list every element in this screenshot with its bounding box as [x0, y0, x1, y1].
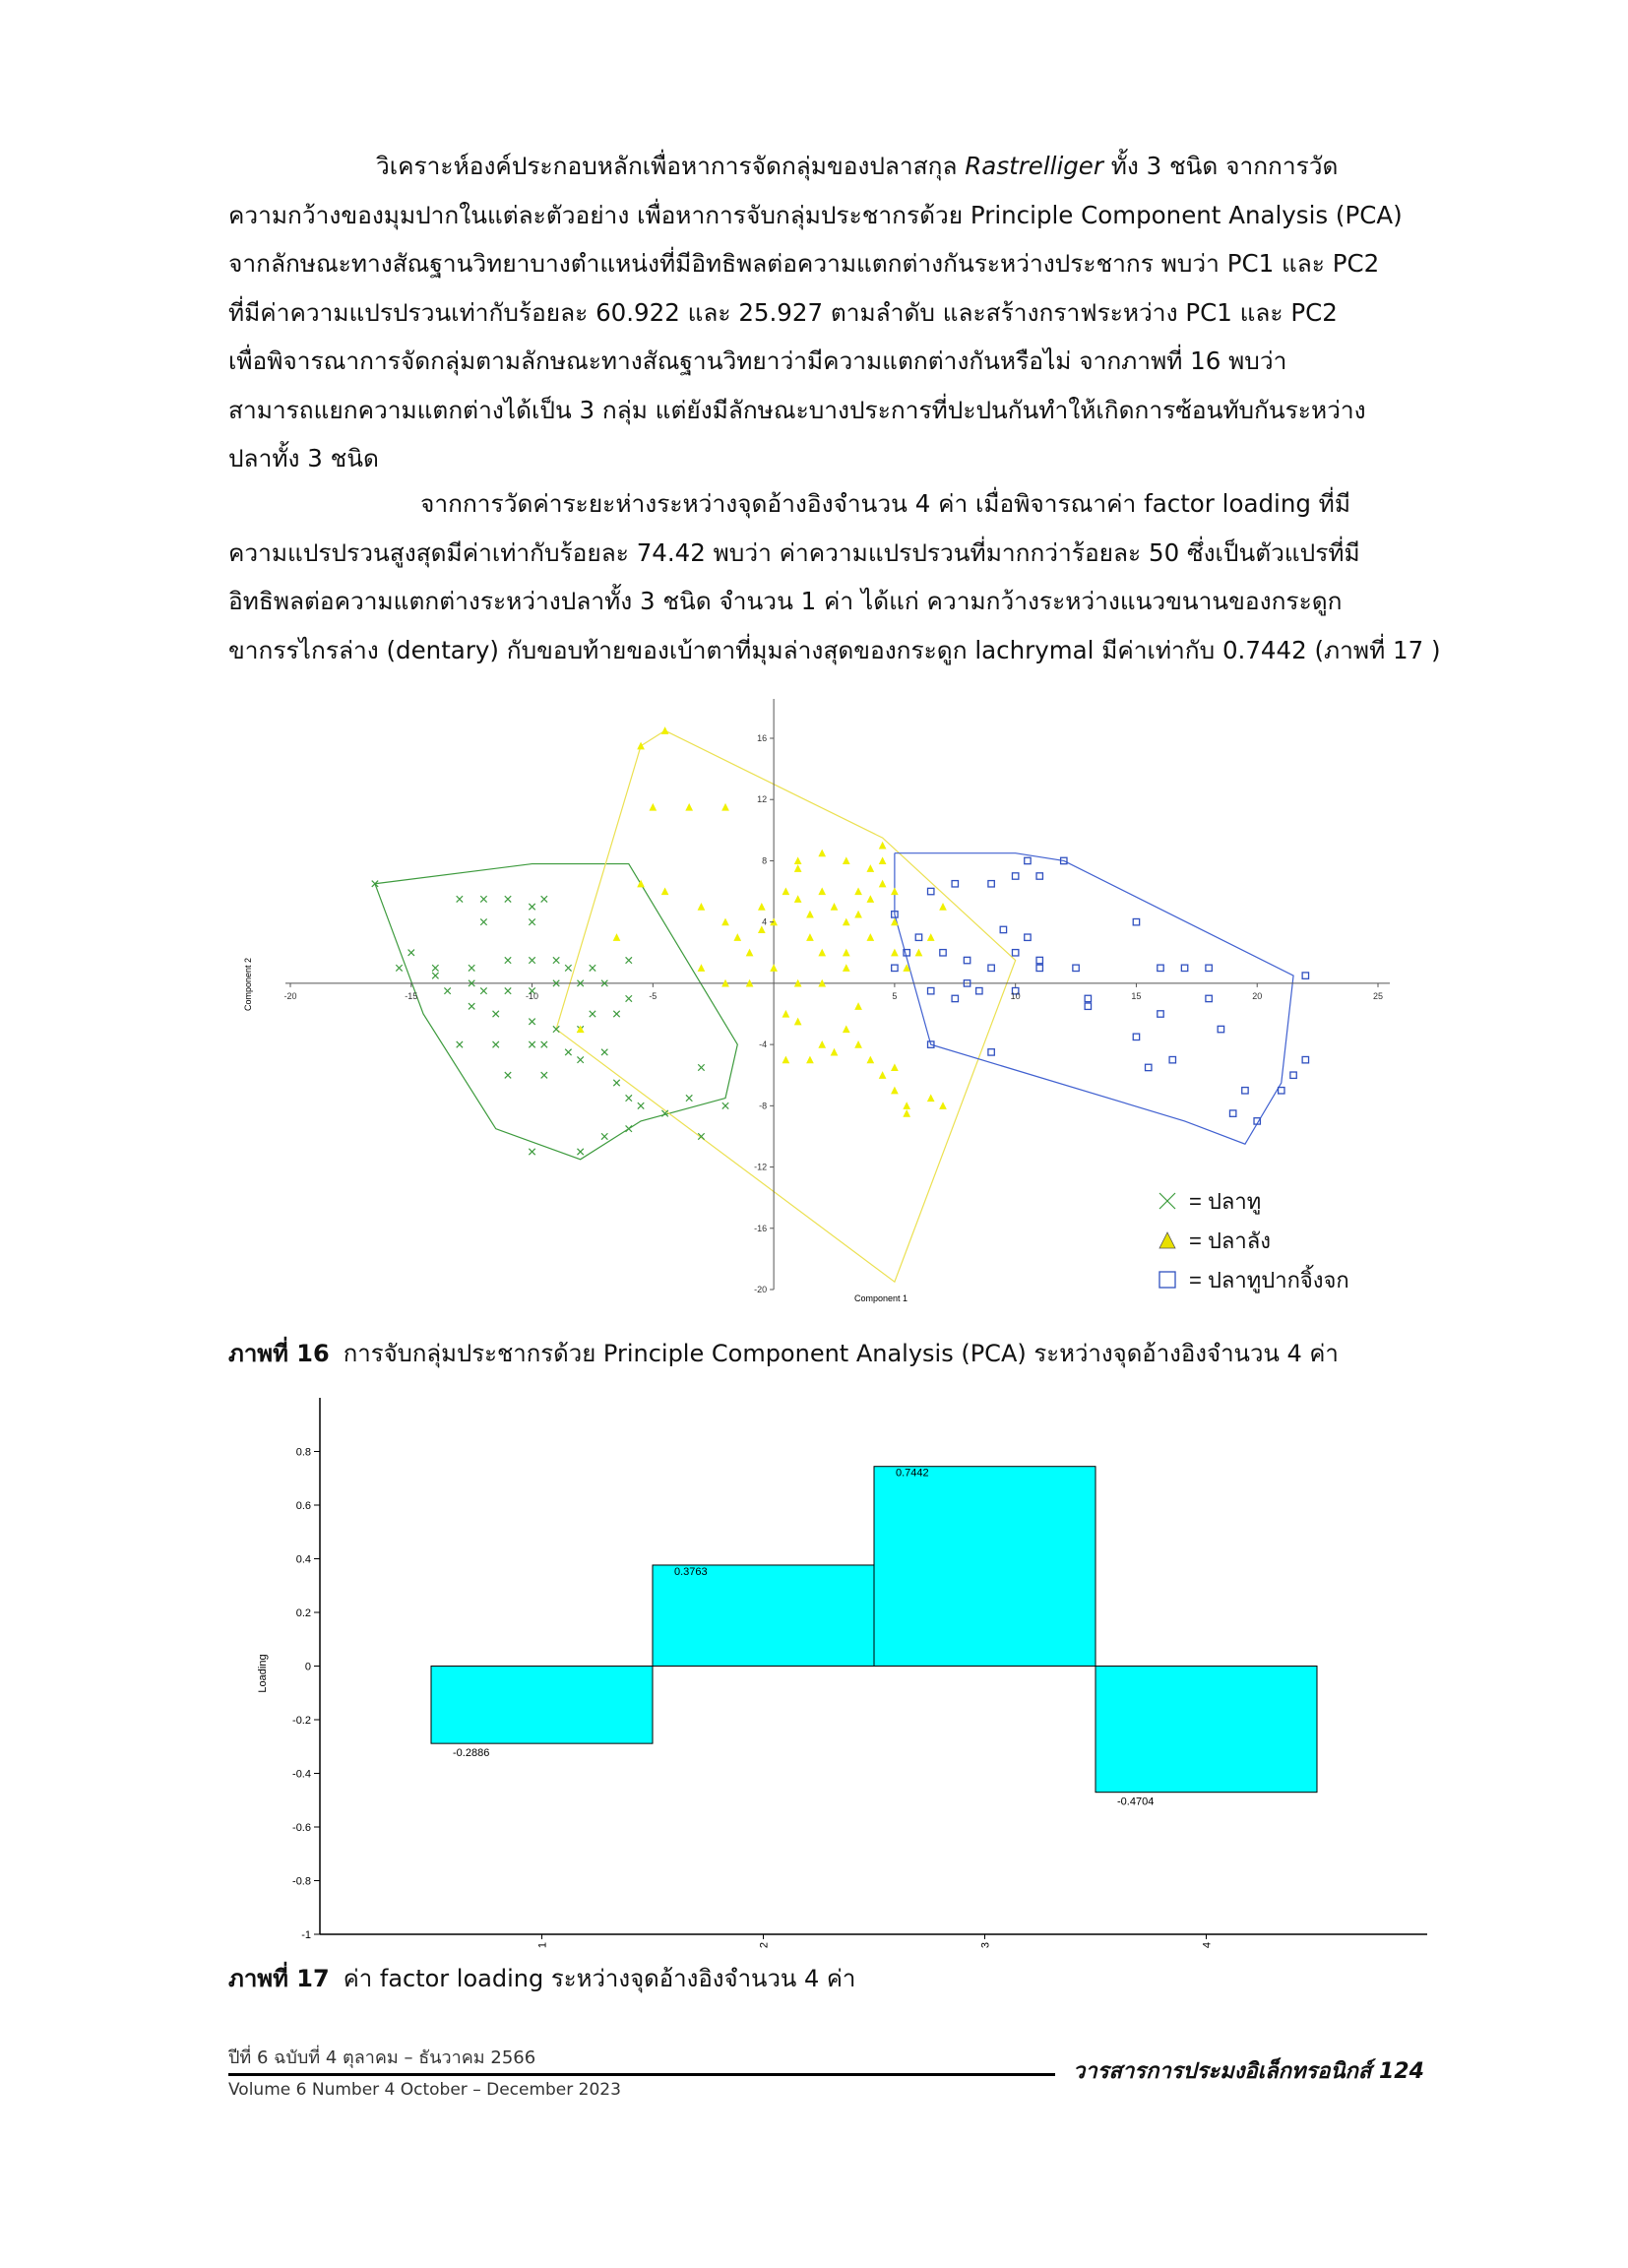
hull-outline: [375, 864, 737, 1160]
legend-label: = ปลาทูปากจิ้งจก: [1189, 1268, 1349, 1292]
bar-value-label: -0.4704: [1117, 1796, 1155, 1808]
legend-marker: [1159, 1272, 1175, 1288]
y-tick-label: 16: [757, 733, 768, 743]
data-point: [1073, 965, 1079, 971]
data-point: [867, 896, 873, 902]
data-point: [396, 965, 402, 971]
data-point: [505, 896, 511, 902]
data-point: [783, 1011, 788, 1017]
data-point: [408, 950, 414, 956]
bar: [874, 1467, 1096, 1667]
data-point: [1158, 1011, 1163, 1017]
data-point: [1036, 873, 1042, 879]
paragraph-2: [228, 479, 1452, 674]
data-point: [1218, 1026, 1223, 1032]
data-point: [831, 1049, 837, 1055]
paragraph-2-line: อิทธิพลต่อความแตกต่างระหว่างปลาทั้ง 3 ชนิด จำนวน 1 ค่า ได้แก่ ความกว้างระหว่างแนวขนานของกระดูก: [228, 587, 1343, 615]
data-point: [698, 965, 704, 971]
data-point: [915, 950, 921, 956]
data-point: [771, 965, 777, 971]
data-point: [638, 743, 644, 749]
paragraph-1: [228, 142, 1452, 483]
x-tick-label: 15: [1131, 990, 1142, 1001]
data-point: [892, 950, 898, 956]
data-point: [541, 1072, 547, 1078]
data-point: [783, 1056, 788, 1062]
legend: [1159, 1189, 1349, 1293]
data-point: [734, 934, 740, 940]
paragraph-1-line: สามารถแยกความแตกต่างได้เป็น 3 กลุ่ม แต่ยังมีลักษณะบางประการที่ปะปนกันทำให้เกิดการซ้อนทับกันระหว่าง: [228, 395, 1366, 424]
data-point: [746, 950, 752, 956]
data-point: [626, 1095, 632, 1101]
data-point: [1085, 1003, 1091, 1009]
y-tick-label: -20: [754, 1285, 768, 1294]
data-point: [686, 1095, 692, 1101]
y-tick-label: -8: [759, 1101, 768, 1111]
data-point: [626, 957, 632, 963]
data-point: [590, 965, 595, 971]
y-axis-label: Component 2: [243, 957, 253, 1012]
hull-outline: [895, 853, 1293, 1145]
data-point: [505, 987, 511, 993]
data-point: [626, 1125, 632, 1131]
y-tick-label: 0.2: [295, 1607, 311, 1619]
y-tick-label: 0.6: [295, 1500, 311, 1512]
paragraph-1-line: เพื่อพิจารณาการจัดกลุ่มตามลักษณะทางสัณฐานวิทยาว่ามีความแตกต่างกันหรือไม่ จากภาพที่ 16 พบว่า: [228, 346, 1287, 375]
data-point: [794, 857, 800, 863]
data-point: [1206, 995, 1212, 1001]
x-tick-label: 10: [1010, 990, 1021, 1001]
data-point: [855, 912, 861, 917]
bar: [431, 1667, 653, 1744]
x-tick-label: 1: [536, 1942, 549, 1949]
data-point: [794, 865, 800, 871]
data-point: [1025, 857, 1031, 863]
data-point: [794, 896, 800, 902]
x-tick-label: 3: [979, 1942, 992, 1949]
pca-scatter-chart: [236, 689, 1437, 1319]
data-point: [529, 1019, 534, 1025]
data-point: [915, 934, 921, 940]
data-point: [867, 1056, 873, 1062]
footer-rule: [228, 2073, 1055, 2076]
hull-outline: [556, 730, 1016, 1282]
data-point: [505, 957, 511, 963]
data-point: [529, 1041, 534, 1047]
data-point: [601, 1133, 607, 1139]
paragraph-1-line: ที่มีค่าความแปรปรวนเท่ากับร้อยละ 60.922 และ 25.927 ตามลำดับ และสร้างกราฟระหว่าง PC1 และ PC2: [228, 297, 1338, 327]
data-point: [529, 918, 534, 924]
data-point: [698, 1064, 704, 1070]
x-tick-label: 4: [1201, 1942, 1214, 1949]
data-point: [661, 727, 667, 733]
data-point: [855, 1003, 861, 1009]
data-point: [432, 965, 438, 971]
data-point: [879, 881, 885, 887]
y-tick-label: -0.4: [292, 1768, 311, 1781]
data-point: [783, 888, 788, 894]
y-tick-label: -4: [759, 1040, 768, 1050]
data-point: [638, 1102, 644, 1108]
data-point: [904, 1110, 909, 1116]
footer-journal: [1073, 2053, 1424, 2088]
data-point: [964, 957, 970, 963]
data-point: [976, 987, 982, 993]
figure-16-label: ภาพที่ 16: [228, 1340, 330, 1367]
data-point: [844, 965, 849, 971]
data-point: [1012, 950, 1018, 956]
figure-17-text: ค่า factor loading ระหว่างจุดอ้างอิงจำนวน 4 ค่า: [343, 1965, 856, 1992]
data-point: [1000, 926, 1006, 932]
data-point: [1085, 995, 1091, 1001]
data-point: [844, 950, 849, 956]
y-tick-label: -16: [754, 1223, 768, 1233]
legend-marker: [1159, 1193, 1175, 1209]
data-point: [613, 1011, 619, 1017]
y-axis-label: Loading: [257, 1654, 269, 1693]
x-tick-label: 5: [892, 990, 898, 1001]
data-point: [1158, 965, 1163, 971]
data-point: [529, 957, 534, 963]
data-point: [650, 804, 656, 810]
paragraph-2-line: ขากรรไกรล่าง (dentary) กับขอบท้ายของเบ้าตาที่มุมล่างสุดของกระดูก lachrymal มีค่าเท่ากับ 0.7442 (ภาพที่ 17 ): [228, 635, 1441, 664]
data-point: [819, 888, 825, 894]
data-point: [988, 1049, 994, 1055]
data-point: [988, 881, 994, 887]
data-point: [601, 1049, 607, 1055]
data-point: [807, 1056, 813, 1062]
figure-17-label: ภาพที่ 17: [228, 1965, 330, 1992]
data-point: [1302, 973, 1308, 978]
data-point: [952, 995, 958, 1001]
data-point: [892, 888, 898, 894]
y-tick-label: 0.4: [295, 1553, 311, 1566]
data-point: [480, 918, 486, 924]
figure-16-caption: [228, 1334, 1339, 1372]
data-point: [1206, 965, 1212, 971]
data-point: [1133, 918, 1139, 924]
data-point: [892, 1064, 898, 1070]
paragraph-1-line: จากลักษณะทางสัณฐานวิทยาบางตำแหน่งที่มีอิทธิพลต่อความแตกต่างกันระหว่างประชากร พบว่า PC1 และ PC2: [228, 249, 1380, 278]
figure-17-caption: [228, 1959, 855, 1997]
data-point: [444, 987, 450, 993]
factor-loading-bar-chart: [236, 1388, 1447, 1959]
data-point: [879, 1072, 885, 1078]
data-point: [867, 865, 873, 871]
data-point: [553, 957, 559, 963]
data-point: [928, 987, 934, 993]
data-point: [892, 1088, 898, 1094]
bar-value-label: 0.7442: [896, 1467, 929, 1480]
y-tick-label: 8: [762, 855, 768, 866]
data-point: [928, 888, 934, 894]
data-point: [553, 1026, 559, 1032]
data-point: [904, 1102, 909, 1108]
data-point: [1133, 1034, 1139, 1040]
y-tick-label: -1: [301, 1929, 311, 1941]
data-point: [613, 934, 619, 940]
data-point: [541, 896, 547, 902]
data-point: [988, 965, 994, 971]
data-point: [505, 1072, 511, 1078]
legend-label: = ปลาทู: [1189, 1189, 1262, 1214]
x-axis-label: Component 1: [853, 1293, 908, 1303]
data-point: [1036, 957, 1042, 963]
x-tick-label: -20: [283, 990, 297, 1001]
data-point: [493, 1011, 499, 1017]
data-point: [928, 1095, 934, 1101]
legend-marker: [1159, 1232, 1175, 1248]
data-point: [759, 904, 765, 910]
data-point: [722, 918, 728, 924]
data-point: [1146, 1064, 1152, 1070]
x-tick-label: -5: [649, 990, 657, 1001]
data-point: [807, 912, 813, 917]
page-number: 124: [1378, 2059, 1424, 2084]
data-point: [469, 965, 474, 971]
bar: [653, 1565, 874, 1667]
data-point: [529, 904, 534, 910]
data-point: [1229, 1110, 1235, 1116]
x-tick-label: 25: [1372, 990, 1384, 1001]
footer-issue-thai: ปีที่ 6 ฉบับที่ 4 ตุลาคม – ธันวาคม 2566: [228, 2048, 536, 2068]
data-point: [819, 850, 825, 855]
data-point: [819, 950, 825, 956]
y-tick-label: -0.6: [292, 1822, 311, 1834]
data-point: [469, 1003, 474, 1009]
data-point: [855, 888, 861, 894]
data-point: [928, 934, 934, 940]
data-point: [590, 1011, 595, 1017]
data-point: [577, 1149, 583, 1155]
y-tick-label: -0.8: [292, 1875, 311, 1888]
genus-name: Rastrelliger: [965, 152, 1103, 180]
data-point: [686, 804, 692, 810]
data-point: [541, 1041, 547, 1047]
y-tick-label: -12: [754, 1162, 768, 1172]
data-point: [565, 1049, 571, 1055]
data-point: [626, 995, 632, 1001]
data-point: [722, 1102, 728, 1108]
data-point: [1302, 1056, 1308, 1062]
data-point: [807, 934, 813, 940]
data-point: [661, 888, 667, 894]
data-point: [879, 843, 885, 849]
data-point: [940, 950, 946, 956]
data-point: [698, 904, 704, 910]
data-point: [457, 896, 463, 902]
data-point: [457, 1041, 463, 1047]
y-tick-label: 4: [762, 916, 768, 927]
data-point: [1025, 934, 1031, 940]
data-point: [844, 857, 849, 863]
data-point: [480, 896, 486, 902]
data-point: [565, 965, 571, 971]
y-tick-label: 0: [304, 1661, 311, 1673]
data-point: [819, 1041, 825, 1047]
y-tick-label: -0.2: [292, 1715, 311, 1727]
x-tick-label: 2: [758, 1942, 771, 1949]
data-point: [1012, 873, 1018, 879]
data-point: [940, 1102, 946, 1108]
data-point: [1181, 965, 1187, 971]
data-point: [831, 904, 837, 910]
paragraph-2-line: ความแปรปรวนสูงสุดมีค่าเท่ากับร้อยละ 74.42 พบว่า ค่าความแปรปรวนที่มากกว่าร้อยละ 50 ซึ่งเป็นตัวแปรที่มี: [228, 537, 1360, 567]
data-point: [722, 804, 728, 810]
data-point: [577, 1056, 583, 1062]
data-point: [1242, 1088, 1248, 1094]
bar: [1096, 1667, 1317, 1793]
data-point: [1279, 1088, 1284, 1094]
data-point: [940, 904, 946, 910]
bar-value-label: -0.2886: [453, 1747, 490, 1760]
data-point: [844, 1026, 849, 1032]
data-point: [480, 987, 486, 993]
data-point: [1036, 965, 1042, 971]
figure-16-text: การจับกลุ่มประชากรด้วย Principle Component Analysis (PCA) ระหว่างจุดอ้างอิงจำนวน 4 ค่า: [343, 1340, 1339, 1367]
paragraph-1-line: วิเคราะห์องค์ประกอบหลักเพื่อหาการจัดกลุ่มของปลาสกุล Rastrelliger ทั้ง 3 ชนิด จากการวัด: [376, 152, 1339, 180]
footer-issue-english: Volume 6 Number 4 October – December 2023: [228, 2080, 621, 2100]
data-point: [432, 973, 438, 978]
data-point: [952, 881, 958, 887]
y-tick-label: 12: [757, 794, 768, 805]
journal-name: วารสารการประมงอิเล็กทรอนิกส์: [1073, 2059, 1372, 2084]
data-point: [1169, 1056, 1175, 1062]
data-point: [879, 857, 885, 863]
x-tick-label: 20: [1252, 990, 1263, 1001]
legend-label: = ปลาลัง: [1189, 1228, 1271, 1253]
x-tick-label: -15: [405, 990, 418, 1001]
data-point: [1290, 1072, 1296, 1078]
data-point: [613, 1080, 619, 1086]
data-point: [892, 965, 898, 971]
data-point: [493, 1041, 499, 1047]
data-point: [794, 1019, 800, 1025]
y-tick-label: 0.8: [295, 1446, 311, 1459]
data-point: [638, 881, 644, 887]
bar-value-label: 0.3763: [674, 1565, 708, 1578]
data-point: [844, 918, 849, 924]
data-point: [867, 934, 873, 940]
data-point: [855, 1041, 861, 1047]
data-point: [759, 926, 765, 932]
x-tick-label: -10: [526, 990, 539, 1001]
paragraph-1-line: ความกว้างของมุมปากในแต่ละตัวอย่าง เพื่อหาการจับกลุ่มประชากรด้วย Principle Component Analysis (PCA): [228, 200, 1403, 229]
data-point: [529, 1149, 534, 1155]
paragraph-2-line: จากการวัดค่าระยะห่างระหว่างจุดอ้างอิงจำนวน 4 ค่า เมื่อพิจารณาค่า factor loading ที่มี: [420, 489, 1350, 518]
paragraph-1-line: ปลาทั้ง 3 ชนิด: [228, 444, 379, 472]
